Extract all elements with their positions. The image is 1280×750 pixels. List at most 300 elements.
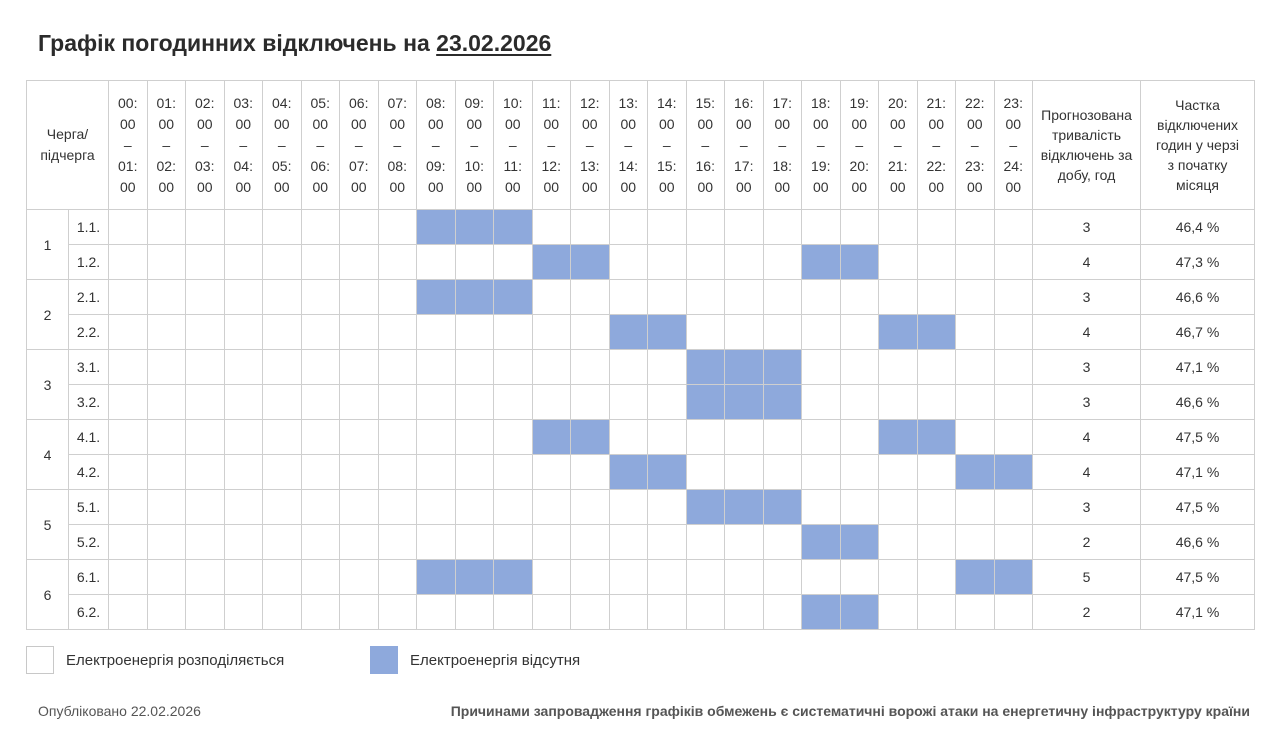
- queue-number: 4: [27, 420, 69, 490]
- hour-header-line: 09:: [464, 94, 484, 111]
- hour-cell-outage: [571, 420, 610, 455]
- hour-cell-power: [301, 455, 340, 490]
- hour-cell-power: [802, 455, 841, 490]
- duration-header: [1033, 81, 1141, 210]
- hour-cell-power: [763, 315, 802, 350]
- hour-cell-power: [455, 350, 494, 385]
- hour-header-line: 00: [389, 178, 406, 195]
- hour-cell-power: [686, 280, 725, 315]
- hour-cell-power: [378, 455, 417, 490]
- hour-header-line: 00: [158, 178, 175, 195]
- hour-cell-power: [378, 595, 417, 630]
- hour-header-line: –: [778, 136, 787, 153]
- hour-cell-power: [109, 315, 148, 350]
- hour-cell-power: [340, 280, 379, 315]
- hour-cell-power: [994, 315, 1033, 350]
- hour-header-line: 00: [735, 115, 752, 132]
- hour-cell-outage: [802, 525, 841, 560]
- hour-header-line: 00: [812, 178, 829, 195]
- hour-cell-power: [455, 385, 494, 420]
- share-header-line: годин у черзі: [1155, 137, 1239, 153]
- hour-cell-power: [263, 525, 302, 560]
- page-title: [38, 30, 551, 57]
- hour-cell-power: [109, 245, 148, 280]
- hour-cell-power: [648, 350, 687, 385]
- hour-cell-power: [301, 490, 340, 525]
- hour-cell-power: [994, 350, 1033, 385]
- duration-header-line: Прогнозована: [1041, 107, 1132, 123]
- hour-cell-power: [994, 280, 1033, 315]
- hour-cell-power: [417, 525, 456, 560]
- hour-cell-power: [879, 560, 918, 595]
- hour-header-line: –: [855, 136, 864, 153]
- hour-cell-power: [994, 245, 1033, 280]
- hour-cell-outage: [763, 385, 802, 420]
- hour-cell-power: [917, 385, 956, 420]
- hour-header-line: 10:: [503, 94, 523, 111]
- table-row: [27, 490, 1255, 525]
- hour-cell-power: [609, 525, 648, 560]
- hour-header-line: 22:: [926, 157, 946, 174]
- hour-cell-power: [147, 525, 186, 560]
- hour-header-line: –: [316, 136, 325, 153]
- hour-cell-power: [263, 385, 302, 420]
- hour-header-line: 06:: [349, 94, 369, 111]
- hour-cell-outage: [494, 280, 533, 315]
- duration-header-line: тривалість: [1051, 127, 1122, 143]
- hour-header-line: 19:: [811, 157, 831, 174]
- hour-cell-power: [340, 490, 379, 525]
- table-row: [27, 350, 1255, 385]
- hour-cell-power: [609, 385, 648, 420]
- hour-header-line: 00: [504, 178, 521, 195]
- hour-cell-power: [340, 455, 379, 490]
- hour-header-line: 00: [427, 115, 444, 132]
- hour-cell-power: [532, 350, 571, 385]
- hour-cell-power: [994, 385, 1033, 420]
- hour-header-line: 00: [620, 115, 637, 132]
- hour-cell-power: [648, 420, 687, 455]
- hour-cell-power: [417, 420, 456, 455]
- hour-cell-power: [994, 490, 1033, 525]
- hour-cell-power: [109, 420, 148, 455]
- hour-header-line: 00: [851, 115, 868, 132]
- hour-header-line: –: [277, 136, 286, 153]
- hour-cell-power: [956, 420, 995, 455]
- hour-header-line: 05:: [310, 94, 330, 111]
- share-value: 47,5 %: [1141, 420, 1255, 455]
- hour-cell-power: [109, 560, 148, 595]
- hour-cell-power: [186, 315, 225, 350]
- hour-header-line: 02:: [156, 157, 176, 174]
- hour-cell-power: [879, 280, 918, 315]
- hour-cell-power: [109, 210, 148, 245]
- hour-header-line: 00: [889, 178, 906, 195]
- hour-header-line: 18:: [772, 157, 792, 174]
- hour-header-line: –: [431, 136, 440, 153]
- reason-note: Причинами запровадження графіків обмежень є систематичні ворожі атаки на енергетичну інфраструктуру країни: [450, 703, 1250, 719]
- table-row: [27, 420, 1255, 455]
- hour-header-line: –: [547, 136, 556, 153]
- hour-header-line: 00: [774, 115, 791, 132]
- hour-cell-power: [609, 350, 648, 385]
- hour-header: [109, 81, 148, 210]
- hour-header-line: 00: [196, 115, 213, 132]
- hour-cell-power: [455, 315, 494, 350]
- hour-cell-power: [378, 315, 417, 350]
- hour-cell-power: [571, 210, 610, 245]
- subqueue-label: 5.2.: [69, 525, 109, 560]
- hour-header-line: 00: [697, 178, 714, 195]
- hour-cell-power: [494, 420, 533, 455]
- hour-cell-power: [378, 525, 417, 560]
- hour-cell-outage: [725, 350, 764, 385]
- hour-cell-power: [378, 210, 417, 245]
- hour-cell-power: [802, 280, 841, 315]
- hour-header: [186, 81, 225, 210]
- hour-cell-power: [840, 350, 879, 385]
- share-value: 46,6 %: [1141, 525, 1255, 560]
- hour-cell-power: [532, 315, 571, 350]
- hour-cell-power: [532, 280, 571, 315]
- hour-cell-outage: [455, 280, 494, 315]
- hour-cell-power: [109, 385, 148, 420]
- hour-cell-power: [763, 280, 802, 315]
- hour-cell-power: [725, 210, 764, 245]
- hour-cell-power: [109, 525, 148, 560]
- hour-cell-power: [301, 245, 340, 280]
- hour-header-line: 22:: [965, 94, 985, 111]
- hour-header-line: 20:: [849, 157, 869, 174]
- hour-header-line: –: [393, 136, 402, 153]
- hour-header-line: 08:: [387, 157, 407, 174]
- hour-header-line: –: [893, 136, 902, 153]
- hour-header-line: 00: [966, 178, 983, 195]
- hour-header: [340, 81, 379, 210]
- hour-cell-outage: [763, 350, 802, 385]
- hour-cell-power: [186, 280, 225, 315]
- hour-header-line: 19:: [849, 94, 869, 111]
- hour-cell-power: [763, 420, 802, 455]
- hour-cell-power: [840, 560, 879, 595]
- hour-cell-power: [686, 420, 725, 455]
- hour-cell-power: [263, 210, 302, 245]
- hour-header-line: 05:: [272, 157, 292, 174]
- hour-header-line: –: [624, 136, 633, 153]
- hour-cell-power: [917, 490, 956, 525]
- hour-header-line: 15:: [657, 157, 677, 174]
- share-value: 46,7 %: [1141, 315, 1255, 350]
- hour-cell-power: [648, 560, 687, 595]
- hour-header-line: 00: [543, 115, 560, 132]
- share-value: 47,5 %: [1141, 490, 1255, 525]
- hour-header-line: 00: [158, 115, 175, 132]
- subqueue-label: 2.1.: [69, 280, 109, 315]
- hour-cell-power: [263, 350, 302, 385]
- hour-header-line: 21:: [888, 157, 908, 174]
- hour-cell-power: [686, 595, 725, 630]
- subqueue-label: 1.2.: [69, 245, 109, 280]
- hour-cell-outage: [686, 350, 725, 385]
- hour-header-line: 00: [889, 115, 906, 132]
- hour-header: [763, 81, 802, 210]
- hour-cell-power: [378, 490, 417, 525]
- hour-header: [301, 81, 340, 210]
- hour-header: [917, 81, 956, 210]
- hour-cell-power: [263, 280, 302, 315]
- hour-cell-power: [609, 595, 648, 630]
- hour-header-line: 00: [504, 115, 521, 132]
- schedule-body: [27, 210, 1255, 630]
- hour-header: [840, 81, 879, 210]
- duration-value: 4: [1033, 455, 1141, 490]
- hour-cell-power: [917, 210, 956, 245]
- hour-header-line: 17:: [734, 157, 754, 174]
- hour-header: [648, 81, 687, 210]
- hour-header-line: –: [470, 136, 479, 153]
- hour-cell-power: [263, 245, 302, 280]
- hour-cell-power: [494, 525, 533, 560]
- hour-cell-power: [763, 525, 802, 560]
- duration-value: 4: [1033, 245, 1141, 280]
- hour-cell-power: [301, 595, 340, 630]
- hour-cell-power: [840, 420, 879, 455]
- hour-cell-power: [301, 385, 340, 420]
- hour-header-line: –: [162, 136, 171, 153]
- hour-header: [224, 81, 263, 210]
- hour-cell-power: [917, 525, 956, 560]
- hour-cell-power: [186, 490, 225, 525]
- hour-cell-power: [455, 595, 494, 630]
- hour-cell-outage: [802, 595, 841, 630]
- hour-header-line: 00:: [118, 94, 138, 111]
- hour-cell-power: [224, 245, 263, 280]
- queue-number: 3: [27, 350, 69, 420]
- hour-header-line: 00: [812, 115, 829, 132]
- hour-cell-power: [571, 525, 610, 560]
- hour-cell-power: [494, 315, 533, 350]
- legend-on-label: Електроенергія розподіляється: [66, 651, 285, 669]
- hour-header-line: 04:: [233, 157, 253, 174]
- hour-header-line: 00: [1005, 115, 1022, 132]
- hour-header-line: 00: [119, 115, 136, 132]
- hour-cell-power: [917, 245, 956, 280]
- hour-header: [879, 81, 918, 210]
- hour-cell-outage: [494, 560, 533, 595]
- hour-header: [494, 81, 533, 210]
- hour-cell-power: [686, 210, 725, 245]
- hour-cell-power: [725, 315, 764, 350]
- hour-cell-power: [455, 490, 494, 525]
- hour-cell-outage: [648, 315, 687, 350]
- hour-cell-power: [879, 245, 918, 280]
- duration-value: 3: [1033, 385, 1141, 420]
- hour-cell-outage: [802, 245, 841, 280]
- hour-cell-power: [147, 385, 186, 420]
- subqueue-label: 6.1.: [69, 560, 109, 595]
- hour-cell-power: [956, 385, 995, 420]
- duration-value: 4: [1033, 315, 1141, 350]
- share-value: 46,4 %: [1141, 210, 1255, 245]
- duration-value: 4: [1033, 420, 1141, 455]
- table-row: [27, 315, 1255, 350]
- duration-header-line: відключень за: [1040, 147, 1133, 163]
- hour-cell-outage: [763, 490, 802, 525]
- hour-cell-power: [532, 455, 571, 490]
- hour-cell-power: [725, 420, 764, 455]
- hour-header-line: 00: [466, 178, 483, 195]
- hour-cell-power: [455, 455, 494, 490]
- share-value: 47,3 %: [1141, 245, 1255, 280]
- hour-cell-power: [879, 490, 918, 525]
- hour-header-line: 06:: [310, 157, 330, 174]
- hour-cell-power: [224, 315, 263, 350]
- hour-cell-power: [186, 455, 225, 490]
- hour-header-line: 00: [273, 178, 290, 195]
- hour-cell-power: [186, 245, 225, 280]
- hour-cell-power: [763, 455, 802, 490]
- hour-cell-power: [186, 210, 225, 245]
- hour-cell-power: [378, 350, 417, 385]
- hour-header-line: 12:: [580, 94, 600, 111]
- hour-cell-power: [956, 595, 995, 630]
- hour-cell-power: [725, 560, 764, 595]
- hour-header-line: 00: [581, 178, 598, 195]
- hour-cell-power: [494, 490, 533, 525]
- hour-cell-power: [147, 490, 186, 525]
- hour-cell-power: [840, 210, 879, 245]
- hour-cell-power: [224, 280, 263, 315]
- hour-header-line: 07:: [349, 157, 369, 174]
- hour-cell-power: [648, 595, 687, 630]
- hour-cell-power: [263, 560, 302, 595]
- hour-cell-power: [686, 560, 725, 595]
- hour-header-line: 00: [312, 115, 329, 132]
- table-row: [27, 455, 1255, 490]
- hour-header-line: 00: [466, 115, 483, 132]
- hour-header: [532, 81, 571, 210]
- hour-cell-power: [648, 245, 687, 280]
- outage-schedule-table: [26, 80, 1255, 630]
- hour-cell-power: [147, 315, 186, 350]
- hour-cell-power: [378, 385, 417, 420]
- hour-header-line: 16:: [734, 94, 754, 111]
- hour-cell-power: [224, 455, 263, 490]
- hour-cell-power: [186, 350, 225, 385]
- hour-cell-power: [417, 455, 456, 490]
- hour-header-line: 03:: [233, 94, 253, 111]
- hour-header-line: 14:: [618, 157, 638, 174]
- hour-cell-outage: [956, 455, 995, 490]
- hour-cell-power: [263, 595, 302, 630]
- hour-header: [378, 81, 417, 210]
- hour-cell-power: [763, 560, 802, 595]
- hour-header-line: 24:: [1003, 157, 1023, 174]
- hour-header-line: 14:: [657, 94, 677, 111]
- hour-cell-outage: [725, 385, 764, 420]
- duration-value: 3: [1033, 350, 1141, 385]
- hour-cell-outage: [532, 420, 571, 455]
- hour-header: [686, 81, 725, 210]
- hour-cell-outage: [725, 490, 764, 525]
- hour-cell-power: [879, 455, 918, 490]
- hour-cell-power: [994, 210, 1033, 245]
- hour-cell-power: [648, 490, 687, 525]
- hour-header: [725, 81, 764, 210]
- subqueue-label: 3.2.: [69, 385, 109, 420]
- hour-cell-power: [494, 595, 533, 630]
- hour-header-line: 13:: [580, 157, 600, 174]
- table-row: [27, 245, 1255, 280]
- hour-cell-outage: [417, 280, 456, 315]
- hour-cell-power: [609, 210, 648, 245]
- hour-cell-power: [725, 455, 764, 490]
- subqueue-label: 5.1.: [69, 490, 109, 525]
- hour-cell-power: [378, 280, 417, 315]
- hour-header-line: 00: [312, 178, 329, 195]
- duration-value: 3: [1033, 210, 1141, 245]
- hour-header-line: 07:: [387, 94, 407, 111]
- hour-header-line: –: [701, 136, 710, 153]
- hour-cell-outage: [917, 315, 956, 350]
- hour-cell-power: [224, 490, 263, 525]
- hour-cell-power: [648, 280, 687, 315]
- share-value: 47,1 %: [1141, 350, 1255, 385]
- hour-header-line: 12:: [541, 157, 561, 174]
- table-row: [27, 525, 1255, 560]
- hour-cell-power: [994, 420, 1033, 455]
- hour-cell-power: [378, 245, 417, 280]
- hour-cell-power: [301, 525, 340, 560]
- hour-header-line: 00: [350, 115, 367, 132]
- hour-cell-power: [879, 385, 918, 420]
- hour-cell-power: [224, 595, 263, 630]
- hour-cell-power: [263, 490, 302, 525]
- hour-cell-power: [686, 525, 725, 560]
- hour-cell-power: [840, 385, 879, 420]
- hour-header-line: –: [739, 136, 748, 153]
- hour-cell-power: [956, 210, 995, 245]
- hour-header-line: 18:: [811, 94, 831, 111]
- hour-cell-outage: [455, 560, 494, 595]
- hour-cell-power: [840, 315, 879, 350]
- hour-header-line: 03:: [195, 157, 215, 174]
- hour-header-line: 11:: [542, 94, 561, 111]
- hour-cell-power: [917, 560, 956, 595]
- hour-cell-power: [494, 455, 533, 490]
- hour-cell-power: [802, 490, 841, 525]
- share-value: 47,1 %: [1141, 595, 1255, 630]
- hour-header-line: 23:: [1003, 94, 1023, 111]
- hour-cell-power: [378, 420, 417, 455]
- hour-cell-power: [917, 350, 956, 385]
- hour-cell-power: [532, 560, 571, 595]
- hour-cell-outage: [917, 420, 956, 455]
- hour-header-line: 00: [389, 115, 406, 132]
- hour-cell-power: [340, 525, 379, 560]
- hour-cell-power: [648, 525, 687, 560]
- hour-cell-power: [686, 245, 725, 280]
- hour-cell-power: [609, 560, 648, 595]
- hour-header-line: –: [508, 136, 517, 153]
- hour-cell-power: [917, 455, 956, 490]
- hour-cell-power: [109, 595, 148, 630]
- hour-cell-outage: [648, 455, 687, 490]
- share-header-line: відключених: [1157, 117, 1238, 133]
- hour-cell-power: [571, 595, 610, 630]
- hour-cell-power: [186, 595, 225, 630]
- hour-cell-power: [763, 245, 802, 280]
